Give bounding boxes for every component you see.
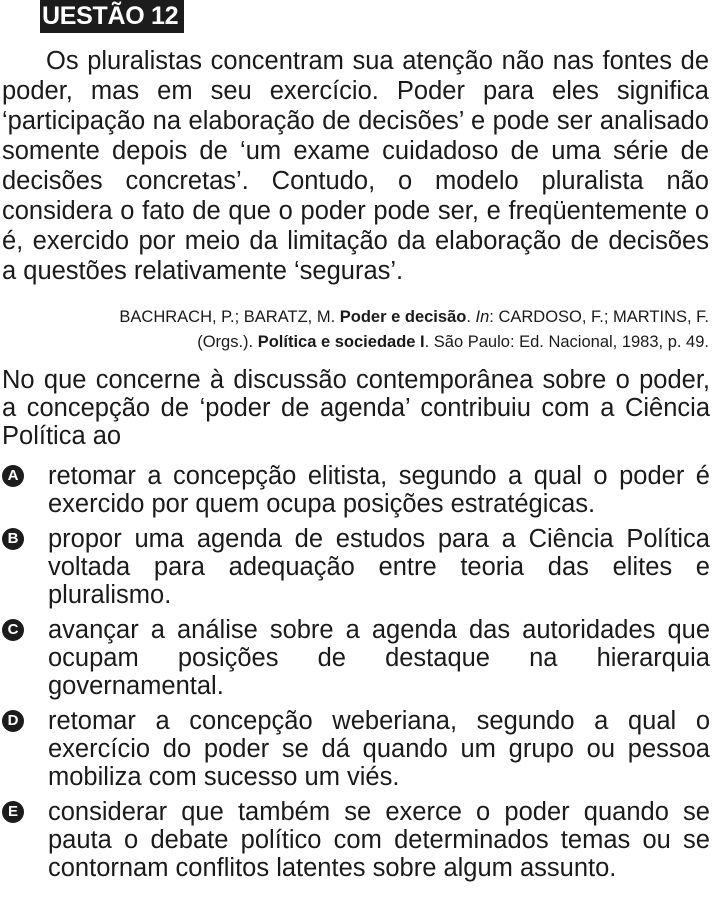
- passage-text: [2, 46, 709, 286]
- citation-title: Poder e decisão: [339, 308, 467, 326]
- citation-book-title: Política e sociedade I: [257, 333, 425, 351]
- option-d-text: retomar a concepção weberiana, segundo a qual o exercício do poder se dá quando um grupo ou pessoa mobiliza com sucesso um viés.: [48, 707, 710, 791]
- option-c-text: avançar a análise sobre a agenda das autoridades que ocupam posições de destaque na hierarquia governamental.: [48, 616, 710, 700]
- option-d-badge: D: [2, 710, 24, 732]
- citation-line-2: (Orgs.). Política e sociedade I. São Paulo: Ed. Nacional, 1983, p. 49.: [197, 333, 709, 351]
- option-b-badge: B: [2, 528, 24, 550]
- question-stem: No que concerne à discussão contemporânea sobre o poder, a concepção de ‘poder de agenda’ contribuiu com a Ciência Política ao: [2, 366, 710, 450]
- option-e-text: considerar que também se exerce o poder quando se pauta o debate político com determinados temas ou se contornam conflitos latentes sobre algum assunto.: [48, 798, 710, 882]
- citation: [2, 305, 709, 355]
- citation-orgs: (Orgs.).: [197, 333, 254, 351]
- passage-body: Os pluralistas concentram sua atenção não nas fontes de poder, mas em seu exercício. Poder para eles significa ‘participação na elaboração de decisões’ e pode ser analisado somente depois de ‘um exame cuidadoso de uma série de decisões concretas’. Contudo, o modelo pluralista não considera o fato de que o poder pode ser, e freqüentemente o é, exercido por meio da limitação da elaboração de decisões a questões relativamente ‘seguras’.: [2, 47, 709, 285]
- citation-authors: BACHRACH, P.; BARATZ, M.: [119, 308, 336, 326]
- citation-in-authors: CARDOSO, F.; MARTINS, F.: [498, 308, 709, 326]
- option-e[interactable]: [2, 798, 710, 882]
- option-b-text: propor uma agenda de estudos para a Ciência Política voltada para adequação entre teoria das elites e pluralismo.: [48, 525, 710, 609]
- option-b[interactable]: [2, 525, 710, 609]
- option-a-badge: A: [2, 465, 24, 487]
- option-a[interactable]: [2, 462, 710, 518]
- citation-in-label: In: [475, 308, 490, 326]
- option-a-text: retomar a concepção elitista, segundo a qual o poder é exercido por quem ocupa posições estratégicas.: [48, 462, 710, 518]
- option-c[interactable]: [2, 616, 710, 700]
- option-c-badge: C: [2, 619, 24, 641]
- citation-publisher: São Paulo: Ed. Nacional, 1983, p. 49.: [433, 333, 709, 351]
- option-d[interactable]: [2, 707, 710, 791]
- citation-line-1: BACHRACH, P.; BARATZ, M. Poder e decisão. In: CARDOSO, F.; MARTINS, F.: [119, 308, 709, 326]
- answer-options: [2, 462, 710, 889]
- question-header: UESTÃO 12: [40, 0, 184, 33]
- option-e-badge: E: [2, 801, 24, 823]
